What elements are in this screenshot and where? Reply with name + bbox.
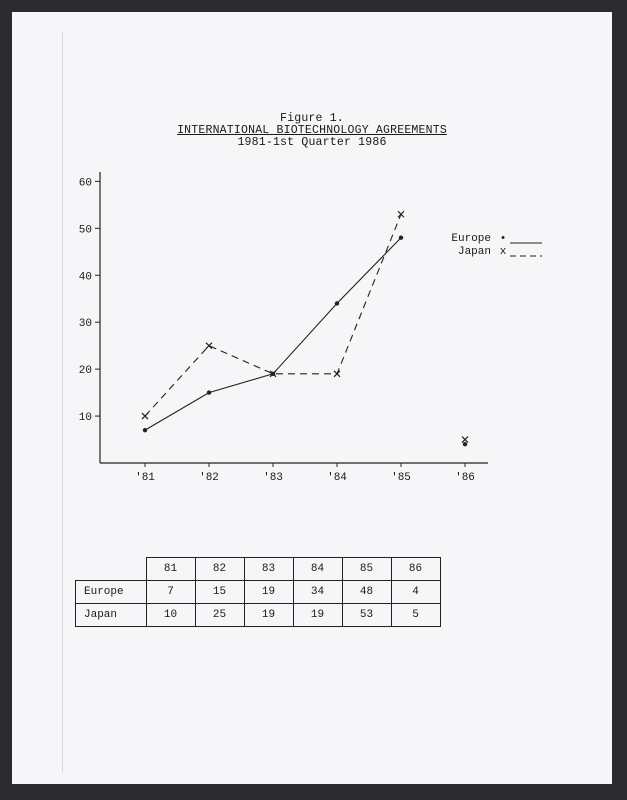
- series-line-europe: [145, 238, 401, 430]
- figure-number: Figure 1.: [280, 112, 344, 125]
- x-tick-label: '82: [199, 472, 219, 484]
- x-ticks: [135, 463, 475, 484]
- table-row-label: Japan: [76, 604, 147, 627]
- table-row: [76, 604, 441, 627]
- table-column-header: 85: [342, 558, 391, 581]
- table-cell: 34: [293, 581, 342, 604]
- table-cell: 19: [244, 581, 293, 604]
- table-column-header: 83: [244, 558, 293, 581]
- table-column-header: 84: [293, 558, 342, 581]
- table-cell: 25: [195, 604, 244, 627]
- x-tick-label: '83: [263, 472, 283, 484]
- y-ticks: [79, 177, 100, 424]
- legend-marker: x: [499, 246, 507, 258]
- figure-subtitle: 1981-1st Quarter 1986: [237, 136, 387, 149]
- figure-title: INTERNATIONAL BIOTECHNOLOGY AGREEMENTS: [177, 124, 447, 137]
- data-point-europe: [463, 442, 467, 446]
- legend-marker: •: [499, 233, 507, 245]
- line-chart: [12, 12, 612, 512]
- table-cell: 19: [244, 604, 293, 627]
- table-row: [76, 581, 441, 604]
- table-column-header: 81: [146, 558, 195, 581]
- table-cell: 5: [391, 604, 440, 627]
- series-line-japan: [145, 214, 401, 416]
- paper-page: [12, 12, 612, 784]
- table-cell: 7: [146, 581, 195, 604]
- series-points: [142, 211, 468, 446]
- table-corner-cell: [76, 558, 147, 581]
- y-tick-label: 60: [78, 177, 92, 190]
- table-column-header: 82: [195, 558, 244, 581]
- data-point-japan: [142, 413, 148, 419]
- x-tick-label: '85: [391, 472, 411, 484]
- x-tick-label: '86: [455, 472, 475, 484]
- data-point-japan: [206, 343, 212, 349]
- y-tick-label: 10: [78, 412, 92, 425]
- x-tick-label: '84: [327, 472, 347, 484]
- table-cell: 48: [342, 581, 391, 604]
- table-row-label: Europe: [76, 581, 147, 604]
- y-tick-label: 30: [78, 318, 92, 331]
- chart-legend: [451, 233, 542, 258]
- data-point-europe: [399, 236, 403, 240]
- data-point-europe: [207, 390, 211, 394]
- series-lines: [145, 214, 401, 430]
- data-point-europe: [335, 301, 339, 305]
- table-cell: 10: [146, 604, 195, 627]
- legend-label: Europe: [451, 233, 491, 245]
- legend-label: Japan: [457, 246, 491, 258]
- chart-axes: [100, 172, 488, 463]
- table-header-row: [76, 558, 441, 581]
- table-cell: 15: [195, 581, 244, 604]
- data-point-japan: [334, 371, 340, 377]
- table-column-header: 86: [391, 558, 440, 581]
- y-tick-label: 40: [78, 271, 92, 284]
- table-cell: 19: [293, 604, 342, 627]
- data-table: [75, 557, 441, 627]
- data-point-japan: [398, 211, 404, 217]
- x-tick-label: '81: [135, 472, 155, 484]
- y-tick-label: 20: [78, 365, 92, 378]
- data-point-japan: [462, 437, 468, 443]
- y-tick-label: 50: [78, 224, 92, 237]
- table-cell: 53: [342, 604, 391, 627]
- table-cell: 4: [391, 581, 440, 604]
- data-point-europe: [143, 428, 147, 432]
